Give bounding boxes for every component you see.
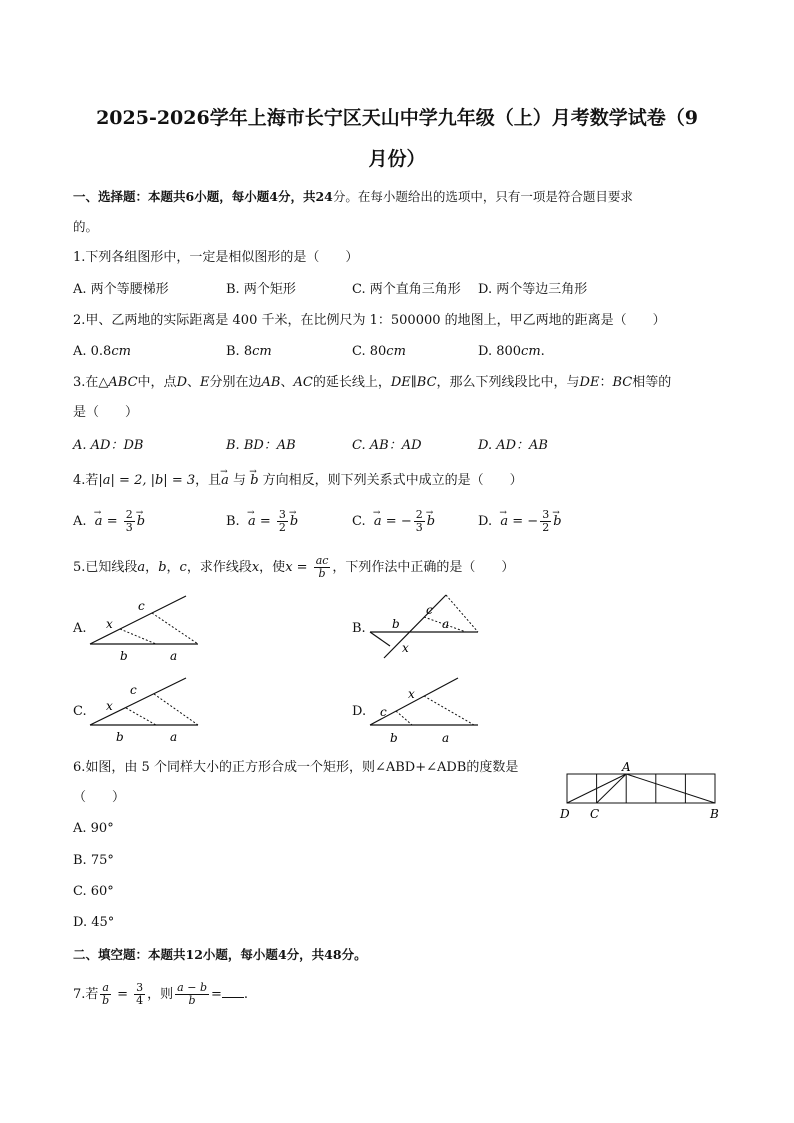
svg-text:x: x	[106, 617, 113, 631]
q1-stem: 1.下列各组图形中，一定是相似图形的是（ ）	[73, 250, 359, 265]
q2-option-c: C. 80cm	[352, 344, 406, 359]
q4-option-d: D. → a = − $\frac{3}{2}$ → b	[478, 509, 562, 534]
svg-text:x: x	[402, 641, 409, 655]
q4-option-a: A. → a = $\frac{2}{3}$ → b	[73, 509, 145, 534]
q3-stem-cont: 是（ ）	[73, 405, 139, 420]
q5-figure-b	[366, 590, 486, 665]
q5-figure-a	[86, 590, 206, 665]
exam-title-line1: 2025-2026学年上海市长宁区天山中学九年级（上）月考数学试卷（9	[96, 107, 698, 129]
q1-option-a: A. 两个等腰梯形	[73, 282, 169, 297]
q6-label-c: C	[590, 807, 600, 821]
q3-option-a: A. AD：DB	[73, 438, 144, 453]
q1-option-b: B. 两个矩形	[226, 282, 296, 297]
q3-option-d: D. AD：AB	[478, 438, 548, 453]
q2-option-a: A. 0.8cm	[73, 344, 131, 359]
exam-title-line2: 月份）	[368, 148, 426, 170]
section2-header: 二、填空题：本题共12小题，每小题4分，共48分。	[73, 947, 367, 962]
q4-stem: 4.若|a| = 2, |b| = 3，且→ a 与 → b 方向相反，则下列关系式中成立的是（ ）	[73, 472, 523, 490]
q2-option-b: B. 8cm	[226, 344, 272, 359]
q6-stem: 6.如图，由 5 个同样大小的正方形合成一个矩形，则∠ABD+∠ADB的度数是	[73, 760, 519, 775]
q5-label-b: B.	[352, 621, 366, 636]
svg-text:b: b	[120, 649, 128, 663]
q2-stem: 2.甲、乙两地的实际距离是 400 千米，在比例尺为 1：500000 的地图上，甲乙两地的距离是（ ）	[73, 313, 666, 328]
svg-text:a: a	[442, 731, 450, 745]
q4-condition: |a| = 2, |b| = 3	[98, 473, 196, 488]
q6-option-c: C. 60°	[73, 884, 114, 899]
q5-label-d: D.	[352, 704, 367, 719]
svg-text:x: x	[106, 699, 113, 713]
section1-header-cont: 的。	[73, 219, 99, 234]
q5-label-c: C.	[73, 704, 87, 719]
q7-answer-blank[interactable]	[222, 985, 244, 998]
q1-option-d: D. 两个等边三角形	[478, 282, 588, 297]
svg-text:a: a	[442, 617, 450, 631]
q4-option-b: B. → a = $\frac{3}{2}$ → b	[226, 509, 298, 534]
q2-option-d: D. 800cm.	[478, 344, 545, 359]
svg-text:a: a	[170, 649, 178, 663]
svg-text:a: a	[170, 730, 178, 744]
q6-label-b: B	[710, 807, 719, 821]
q6-figure-rectangle	[556, 760, 726, 826]
q5-label-a: A.	[73, 621, 87, 636]
q6-stem-cont: （ ）	[73, 790, 126, 805]
q6-option-a: A. 90°	[73, 821, 114, 836]
q6-option-d: D. 45°	[73, 915, 115, 930]
q7-stem: 7.若 $\frac{a}{b}$ = $\frac{3}{4}$ ，则 $\frac{a - b}{b}$ = .	[73, 981, 249, 1007]
q3-option-c: C. AB：AD	[352, 438, 422, 453]
svg-text:b: b	[390, 731, 398, 745]
q5-figure-d	[366, 672, 486, 747]
q3-option-b: B. BD：AB	[226, 438, 296, 453]
svg-text:b: b	[392, 617, 400, 631]
q5-figure-c	[86, 672, 206, 747]
svg-text:c: c	[426, 603, 433, 617]
q5-stem: 5.已知线段a，b，c，求作线段x，使x = $\frac{ac}{b}$ ，下列作法中正确的是（ ）	[73, 554, 515, 580]
svg-text:c: c	[380, 705, 387, 719]
q1-option-c: C. 两个直角三角形	[352, 282, 461, 297]
section1-header: 一、选择题：本题共6小题，每小题4分，共24分。在每小题给出的选项中，只有一项是符合题目要求	[73, 189, 633, 204]
svg-text:b: b	[116, 730, 124, 744]
q3-stem: 3.在△ABC中，点D、E分别在边AB、AC的延长线上，DE∥BC，那么下列线段比中，与DE：BC相等的	[73, 375, 672, 390]
q4-option-c: C. → a = − $\frac{2}{3}$ → b	[352, 509, 435, 534]
q6-label-d: D	[560, 807, 570, 821]
svg-text:c: c	[138, 599, 145, 613]
q6-label-a: A	[622, 760, 631, 774]
q6-option-b: B. 75°	[73, 853, 114, 868]
svg-text:x: x	[408, 687, 415, 701]
svg-text:c: c	[130, 683, 137, 697]
